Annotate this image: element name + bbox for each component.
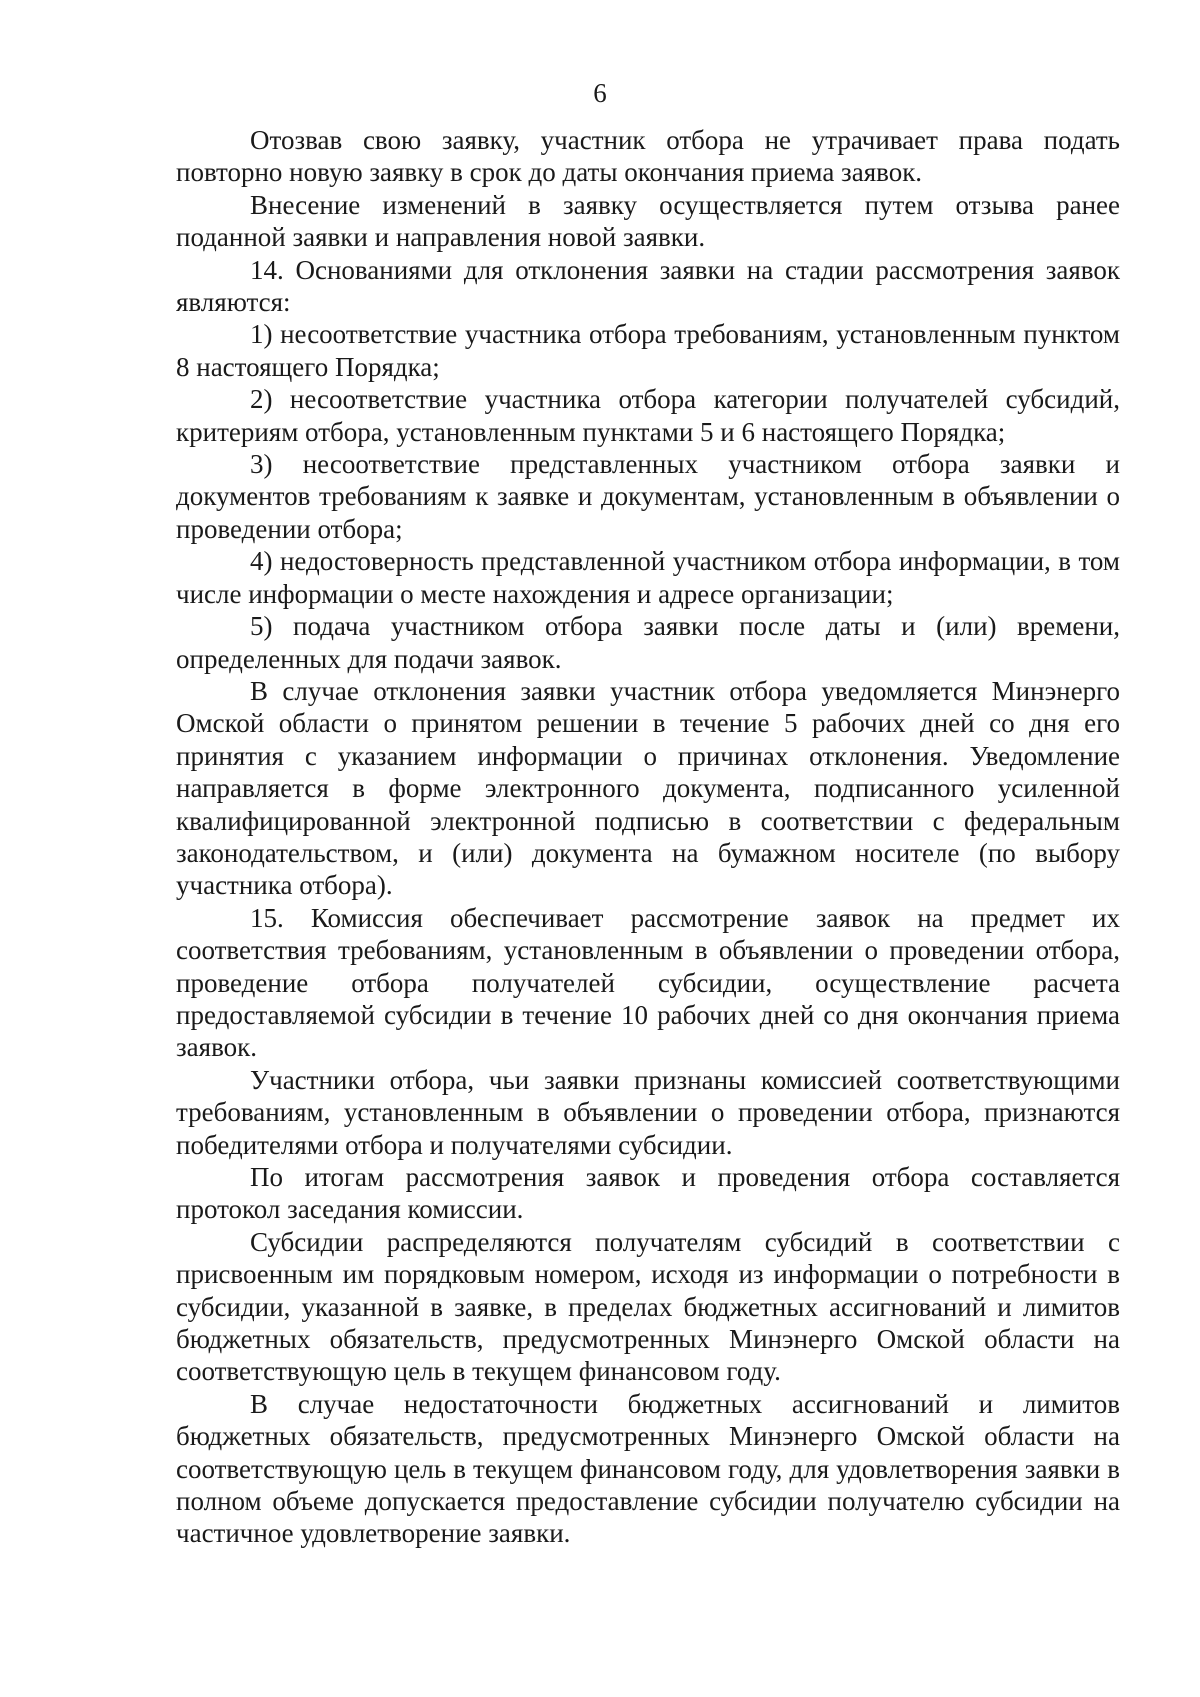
paragraph-withdrawal: Отозвав свою заявку, участник отбора не утрачивает права подать повторно новую заявку в срок до даты окончания приема заявок. bbox=[176, 125, 1120, 188]
paragraph-distribution: Субсидии распределяются получателям субсидий в соответствии с присвоенным им порядковым номером, исходя из информации о потребности в субсидии, указанной в заявке, в пределах бюджетных ассигнований и лимитов бюджетных обязательств, предусмотренных Минэнерго Омской области на соответствующую цель в текущем финансовом году. bbox=[176, 1226, 1120, 1387]
document-body bbox=[176, 124, 1120, 1550]
list-item-rejection-4: 4) недостоверность представленной участником отбора информации, в том числе информации о месте нахождения и адресе организации; bbox=[176, 546, 1120, 609]
paragraph-item-14: 14. Основаниями для отклонения заявки на стадии рассмотрения заявок являются: bbox=[176, 254, 1120, 318]
paragraph-rejection-notice: В случае отклонения заявки участник отбора уведомляется Минэнерго Омской области о принятом решении в течение 5 рабочих дней со дня его принятия с указанием информации о причинах отклонения. Уведомление направляется в форме электронного документа, подписанного усиленной квалифицированной электронной подписью в соответствии с федеральным законодательством, и (или) документа на бумажном носителе (по выбору участника отбора). bbox=[176, 675, 1120, 901]
paragraph-amendments: Внесение изменений в заявку осуществляется путем отзыва ранее поданной заявки и направления новой заявки. bbox=[176, 189, 1120, 253]
list-item-rejection-5: 5) подача участником отбора заявки после даты и (или) времени, определенных для подачи заявок. bbox=[176, 611, 1120, 674]
list-item-rejection-1: 1) несоответствие участника отбора требованиям, установленным пунктом 8 настоящего Порядка; bbox=[176, 319, 1120, 382]
page-number: 6 bbox=[593, 78, 607, 108]
paragraph-winners: Участники отбора, чьи заявки признаны комиссией соответствующими требованиям, установленным в объявлении о проведении отбора, признаются победителями отбора и получателями субсидии. bbox=[176, 1064, 1120, 1160]
paragraph-protocol: По итогам рассмотрения заявок и проведения отбора составляется протокол заседания комиссии. bbox=[176, 1162, 1120, 1225]
paragraph-item-15: 15. Комиссия обеспечивает рассмотрение заявок на предмет их соответствия требованиям, установленным в объявлении о проведении отбора, проведение отбора получателей субсидии, осуществление расчета предоставляемой субсидии в течение 10 рабочих дней со дня окончания приема заявок. bbox=[176, 902, 1120, 1063]
paragraph-partial-satisfaction: В случае недостаточности бюджетных ассигнований и лимитов бюджетных обязательств, предусмотренных Минэнерго Омской области на соответствующую цель в текущем финансовом году, для удовлетворения заявки в полном объеме допускается предоставление субсидии получателю субсидии на частичное удовлетворение заявки. bbox=[176, 1388, 1120, 1549]
list-item-rejection-3: 3) несоответствие представленных участником отбора заявки и документов требованиям к заявке и документам, установленным в объявлении о проведении отбора; bbox=[176, 449, 1120, 544]
list-item-rejection-2: 2) несоответствие участника отбора категории получателей субсидий, критериям отбора, установленным пунктами 5 и 6 настоящего Порядка; bbox=[176, 384, 1120, 447]
